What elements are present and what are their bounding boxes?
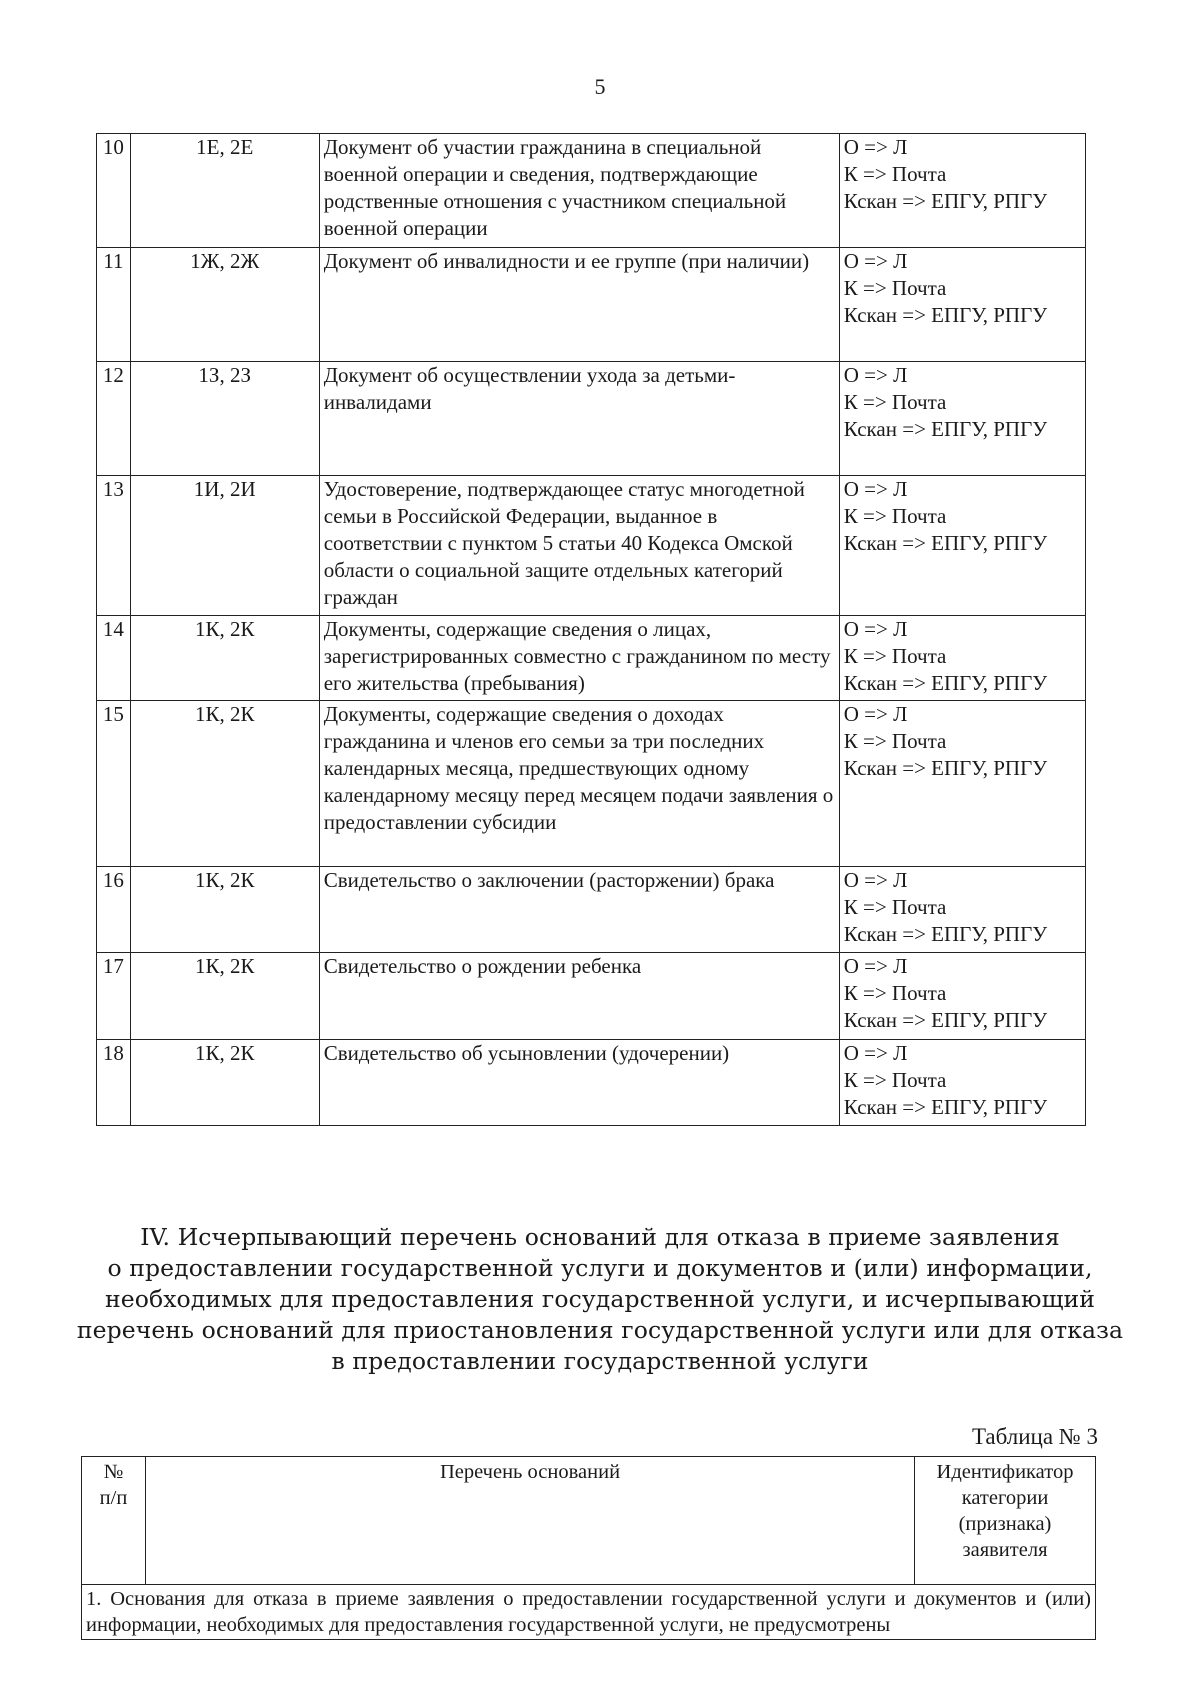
row-number: 11: [97, 248, 131, 362]
grounds-table: [81, 1456, 1096, 1640]
category-ids: 1К, 2К: [130, 953, 319, 1040]
table-row: [97, 476, 1086, 616]
row-number: 18: [97, 1040, 131, 1126]
table-row: [97, 1040, 1086, 1126]
submission-channels: О => Л К => Почта Кскан => ЕПГУ, РПГУ: [839, 134, 1085, 248]
section-heading-line: необходимых для предоставления государственной услуги, и исчерпывающий: [104, 1285, 1096, 1313]
category-ids: 1З, 2З: [130, 362, 319, 476]
submission-channels: О => Л К => Почта Кскан => ЕПГУ, РПГУ: [839, 953, 1085, 1040]
category-ids: 1Е, 2Е: [130, 134, 319, 248]
header-row: [82, 1457, 1096, 1585]
table-row: [97, 867, 1086, 953]
submission-channels: О => Л К => Почта Кскан => ЕПГУ, РПГУ: [839, 362, 1085, 476]
document-description: Свидетельство о рождении ребенка: [319, 953, 839, 1040]
column-header-identifier: Идентификатор категории (признака) заявителя: [915, 1457, 1096, 1585]
document-description: Документы, содержащие сведения о доходах гражданина и членов его семьи за три последних календарных месяца, предшествующих одному календарному месяцу перед месяцем подачи заявления о предоставлении субсидии: [319, 701, 839, 867]
document-description: Документ об участии гражданина в специальной военной операции и сведения, подтверждающие родственные отношения с участником специальной военной операции: [319, 134, 839, 248]
table-row: [97, 134, 1086, 248]
section-heading-line: перечень оснований для приостановления государственной услуги или для отказа: [76, 1316, 1124, 1344]
category-ids: 1К, 2К: [130, 616, 319, 701]
table-row: [97, 362, 1086, 476]
submission-channels: О => Л К => Почта Кскан => ЕПГУ, РПГУ: [839, 1040, 1085, 1126]
document-description: Документ об осуществлении ухода за детьми-инвалидами: [319, 362, 839, 476]
table-row: [82, 1585, 1096, 1640]
section-heading: [0, 1222, 1200, 1377]
submission-channels: О => Л К => Почта Кскан => ЕПГУ, РПГУ: [839, 701, 1085, 867]
grounds-text: 1. Основания для отказа в приеме заявления о предоставлении государственной услуги и документов и (или) информации, необходимых для предоставления государственной услуги, не предусмотрены: [82, 1585, 1096, 1640]
row-number: 16: [97, 867, 131, 953]
submission-channels: О => Л К => Почта Кскан => ЕПГУ, РПГУ: [839, 867, 1085, 953]
column-header-number: № п/п: [82, 1457, 146, 1585]
section-heading-line: о предоставлении государственной услуги и документов и (или) информации,: [107, 1254, 1093, 1282]
documents-table: [96, 133, 1086, 1126]
section-heading-line: IV. Исчерпывающий перечень оснований для отказа в приеме заявления: [140, 1223, 1060, 1251]
column-header-grounds: Перечень оснований: [146, 1457, 915, 1585]
row-number: 10: [97, 134, 131, 248]
table-row: [97, 616, 1086, 701]
table-row: [97, 701, 1086, 867]
document-description: Документ об инвалидности и ее группе (при наличии): [319, 248, 839, 362]
row-number: 12: [97, 362, 131, 476]
row-number: 15: [97, 701, 131, 867]
category-ids: 1К, 2К: [130, 1040, 319, 1126]
submission-channels: О => Л К => Почта Кскан => ЕПГУ, РПГУ: [839, 616, 1085, 701]
document-description: Документы, содержащие сведения о лицах, зарегистрированных совместно с гражданином по месту его жительства (пребывания): [319, 616, 839, 701]
row-number: 13: [97, 476, 131, 616]
table-row: [97, 248, 1086, 362]
category-ids: 1К, 2К: [130, 867, 319, 953]
table-caption: Таблица № 3: [971, 1424, 1098, 1449]
document-description: Свидетельство о заключении (расторжении) брака: [319, 867, 839, 953]
section-heading-line: в предоставлении государственной услуги: [331, 1347, 869, 1375]
category-ids: 1И, 2И: [130, 476, 319, 616]
table-row: [97, 953, 1086, 1040]
document-description: Свидетельство об усыновлении (удочерении): [319, 1040, 839, 1126]
document-description: Удостоверение, подтверждающее статус многодетной семьи в Российской Федерации, выданное в соответствии с пунктом 5 статьи 40 Кодекса Омской области о социальной защите отдельных категорий граждан: [319, 476, 839, 616]
row-number: 14: [97, 616, 131, 701]
category-ids: 1К, 2К: [130, 701, 319, 867]
row-number: 17: [97, 953, 131, 1040]
category-ids: 1Ж, 2Ж: [130, 248, 319, 362]
submission-channels: О => Л К => Почта Кскан => ЕПГУ, РПГУ: [839, 248, 1085, 362]
page-number: 5: [594, 74, 606, 99]
submission-channels: О => Л К => Почта Кскан => ЕПГУ, РПГУ: [839, 476, 1085, 616]
